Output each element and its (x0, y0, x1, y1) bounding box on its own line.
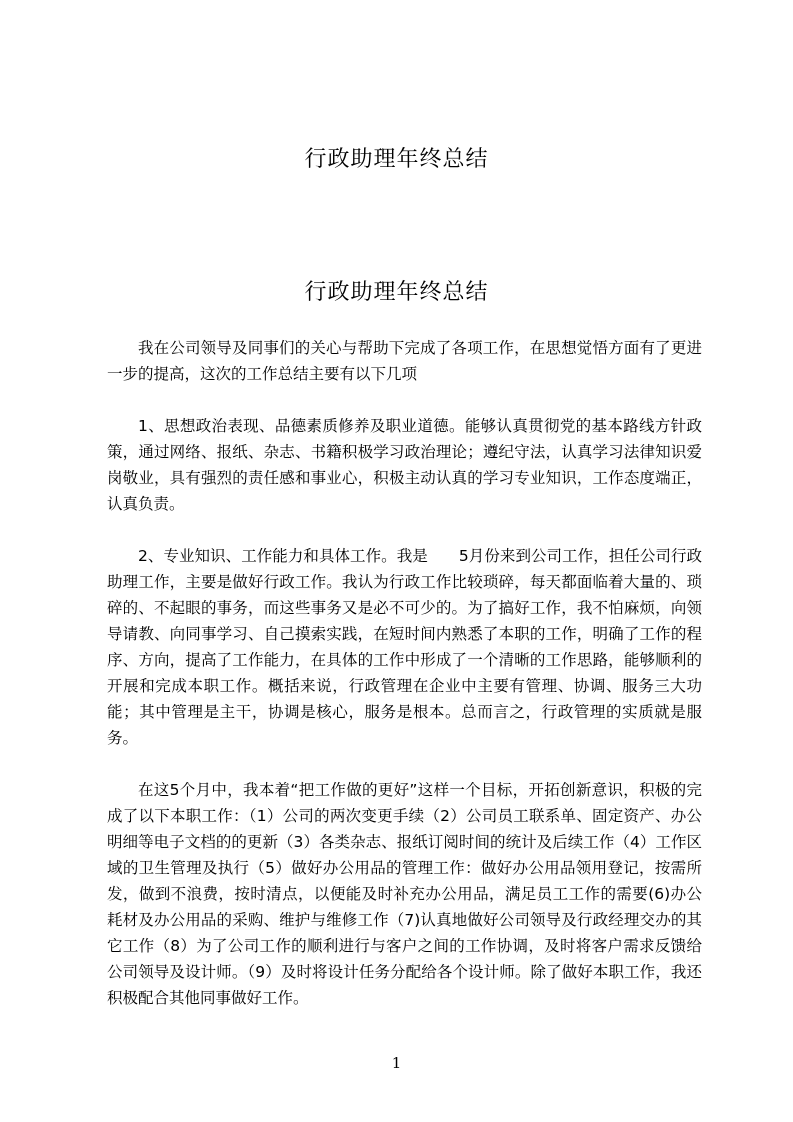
document-body (107, 335, 702, 1037)
paragraph-intro: 我在公司领导及同事们的关心与帮助下完成了各项工作，在思想觉悟方面有了更进一步的提高，这次的工作总结主要有以下几项 (107, 339, 702, 383)
page-number: 1 (391, 1054, 402, 1072)
document-title-top: 行政助理年终总结 (304, 147, 489, 172)
paragraph-political: 1、思想政治表现、品德素质修养及职业道德。能够认真贯彻党的基本路线方针政策，通过网络、报纸、杂志、书籍积极学习政治理论；遵纪守法，认真学习法律知识爱岗敬业，具有强烈的责任感和事业心，积极主动认真的学习专业知识，工作态度端正，认真负责。 (107, 417, 702, 513)
paragraph-duties: 在这5个月中，我本着“把工作做的更好”这样一个目标，开拓创新意识，积极的完成了以下本职工作：（1）公司的两次变更手续（2）公司员工联系单、固定资产、办公明细等电子文档的的更新（3）各类杂志、报纸订阅时间的统计及后续工作（4）工作区域的卫生管理及执行（5）做好办公用品的管理工作：做好办公用品领用登记，按需所发，做到不浪费，按时清点，以便能及时补充办公用品，满足员工工作的需要(6)办公耗材及办公用品的采购、维护与维修工作（7)认真地做好公司领导及行政经理交办的其它工作（8）为了公司工作的顺利进行与客户之间的工作协调，及时将客户需求反馈给公司领导及设计师。（9）及时将设计任务分配给各个设计师。除了做好本职工作，我还积极配合其他同事做好工作。 (107, 781, 702, 1007)
paragraph-professional: 2、专业知识、工作能力和具体工作。我是 5月份来到公司工作，担任公司行政助理工作，主要是做好行政工作。我认为行政工作比较琐碎，每天都面临着大量的、琐碎的、不起眼的事务，而这些事务又是必不可少的。为了搞好工作，我不怕麻烦，向领导请教、向同事学习、自己摸索实践，在短时间内熟悉了本职的工作，明确了工作的程序、方向，提高了工作能力，在具体的工作中形成了一个清晰的工作思路，能够顺利的开展和完成本职工作。概括来说，行政管理在企业中主要有管理、协调、服务三大功能；其中管理是主干，协调是核心，服务是根本。总而言之，行政管理的实质就是服务。 (107, 547, 702, 747)
document-title-main: 行政助理年终总结 (304, 280, 489, 305)
